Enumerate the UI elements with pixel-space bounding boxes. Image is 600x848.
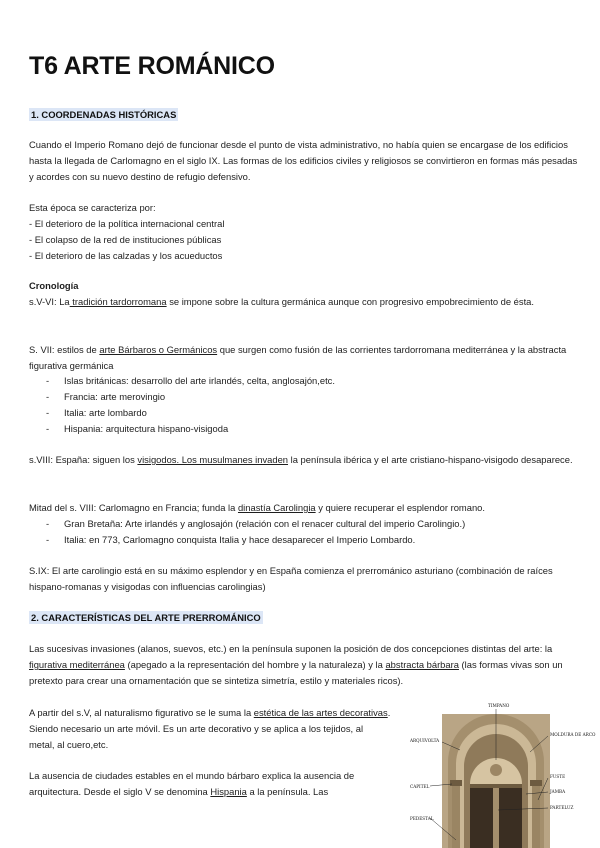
epoch-item: - El colapso de la red de instituciones públicas — [29, 234, 222, 245]
label-timpano: TIMPANO — [488, 703, 510, 708]
tympanum-figure — [490, 764, 502, 776]
column-left — [452, 786, 460, 848]
figurative-link: figurativa mediterránea — [29, 659, 125, 670]
invasions-paragraph: Las sucesivas invasiones (alanos, suevos, etc.) en la península suponen la posición de dos concepciones distintas del arte: la figurativa mediterránea (apegado a la representación del hombre y la naturaleza) y la abstracta bárbara (las formas vivas son un pretexto para crear una ornamentación que se sintetiza simetría, estilo y materiales ricos). — [29, 643, 563, 686]
label-jamba: JAMBA — [550, 789, 566, 794]
label-moldura: MOLDURA DE ARCO — [550, 732, 596, 737]
chronology-entry-8: s.VIII: España: siguen los visigodos. Los musulmanes invaden la península ibérica y el arte cristiano-hispano-visigodo desaparece. — [29, 454, 573, 465]
carolingian-link: dinastía Carolingia — [237, 502, 316, 513]
decorative-arts-link: estética de las artes decorativas — [253, 707, 388, 718]
label-parteluz: PARTELUZ — [550, 805, 574, 810]
visigoths-link: visigodos. Los musulmanes invaden — [137, 454, 289, 465]
list-item: - Hispania: arquitectura hispano-visigoda — [46, 423, 229, 434]
list-item: - Islas británicas: desarrollo del arte irlandés, celta, anglosajón,etc. — [46, 375, 335, 386]
tardorromana-link: tradición tardorromana — [69, 296, 167, 307]
label-capitel: CAPITEL — [410, 784, 430, 789]
lintel — [470, 784, 522, 788]
chronology-entry-mid-8: Mitad del s. VIII: Carlomagno en Francia; funda la dinastía Carolingia y quiere recuperar el esplendor romano. — [29, 502, 485, 513]
germanic-art-link: arte Bárbaros o Germánicos — [99, 344, 218, 355]
epoch-item: - El deterioro de la política internacional central — [29, 218, 225, 229]
chronology-heading: Cronología — [29, 280, 79, 291]
label-fuste: FUSTE — [550, 774, 566, 779]
chronology-entry-5-6: s.V-VI: La tradición tardorromana se impone sobre la cultura germánica aunque con progresivo empobrecimiento de ésta. — [29, 296, 534, 307]
list-item: - Italia: en 773, Carlomagno conquista Italia y hace desaparecer el Imperio Lombardo. — [46, 534, 416, 545]
architecture-paragraph: La ausencia de ciudades estables en el mundo bárbaro explica la ausencia de arquitectura. Desde el siglo V se denomina Hispania a la península. Las — [29, 770, 355, 797]
capital-right — [530, 780, 542, 786]
epoch-lead: Esta época se caracteriza por: — [29, 202, 156, 213]
list-item: - Gran Bretaña: Arte irlandés y anglosajón (relación con el renacer cultural del imperio Carolingio.) — [46, 518, 466, 529]
door-left — [470, 788, 494, 848]
section-heading-prerromanic: 2. CARACTERÍSTICAS DEL ARTE PRERROMÁNICO — [31, 612, 261, 623]
page-title: T6 ARTE ROMÁNICO — [29, 52, 275, 80]
list-item: - Francia: arte merovingio — [46, 391, 166, 402]
column-right — [532, 786, 540, 848]
epoch-item: - El deterioro de las calzadas y los acueductos — [29, 250, 223, 261]
abstract-link: abstracta bárbara — [385, 659, 459, 670]
chronology-entry-9: S.IX: El arte carolingio está en su máximo esplendor y en España comienza el prerrománico asturiano (combinación de raíces hispano-romanas y visigodas con influencias carolingias) — [29, 565, 553, 592]
hispania-link: Hispania — [210, 786, 247, 797]
intro-paragraph: Cuando el Imperio Romano dejó de funcionar desde el punto de vista administrativo, no había quien se encargase de los edificios hasta la llegada de Carlomagno en el siglo IX. Las formas de los edificios civiles y religiosos se convirtieron en formas más pesadas y acordes con su nuevo destino de refugio defensivo. — [29, 139, 578, 182]
capital-left — [450, 780, 462, 786]
label-arquivolta: ARQUIVOLTA — [410, 738, 440, 743]
chronology-entry-7: S. VII: estilos de arte Bárbaros o Germánicos que surgen como fusión de las corrientes tardorromana mediterránea y la abstracta figurativa germánica — [29, 344, 567, 371]
romanesque-portal-figure — [408, 700, 596, 848]
door-right — [498, 788, 522, 848]
section-heading-historical: 1. COORDENADAS HISTÓRICAS — [31, 109, 177, 120]
decorative-paragraph: A partir del s.V, al naturalismo figurativo se le suma la estética de las artes decorativas. Siendo necesario un arte móvil. Es un arte decorativo y se aplica a los tejidos, al metal, al cuero,etc. — [29, 707, 391, 750]
list-item: - Italia: arte lombardo — [46, 407, 147, 418]
trumeau — [493, 788, 499, 848]
label-pedestal: PEDESTAL — [410, 816, 434, 821]
